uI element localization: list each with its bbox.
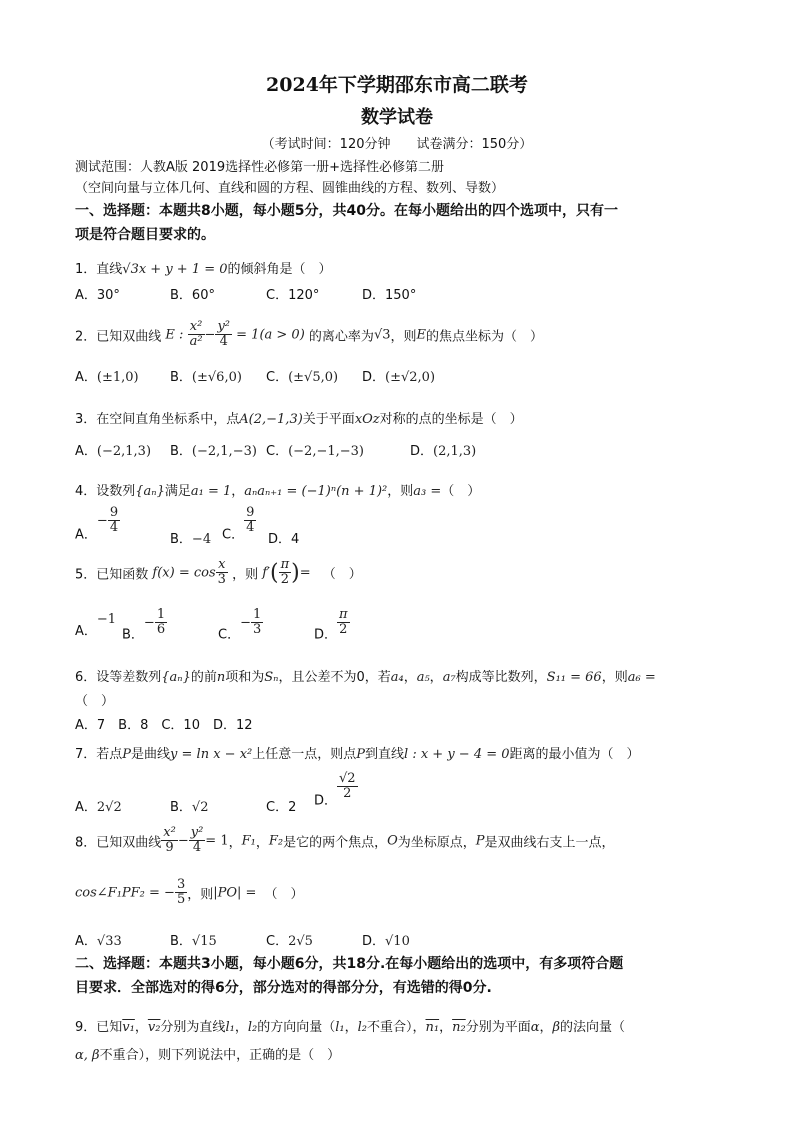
q5-option-a (75, 612, 116, 639)
q9-text-c: 不重合）， (366, 1020, 426, 1035)
q3-point: A(2,−1,3) (239, 412, 303, 427)
q5-value-c-sign: − (240, 615, 251, 631)
q8-option-a (75, 930, 122, 949)
q5-value-a: −1 (96, 612, 117, 627)
q3-plane: xOz (354, 412, 380, 427)
q4-text: 4．设数列 (75, 484, 136, 499)
q3-text-end: 对称的点的坐标是（ ） (379, 412, 523, 427)
q4-option-d: D．4 (268, 532, 300, 547)
q2-value-b: (±√6,0) (191, 370, 242, 385)
q3-option-c (266, 440, 364, 459)
q5-value-d-num: π (339, 607, 348, 622)
q4-recurrence: aₙaₙ₊₁ = (−1)ⁿ(n + 1)² (244, 484, 388, 499)
q8-y-fraction (189, 826, 206, 856)
q7-option-d (314, 772, 358, 808)
q9-vector-v1: v₁ (122, 1020, 135, 1035)
q2-text: 2．已知双曲线 (75, 329, 162, 345)
q4-value-a-sign: − (96, 513, 108, 529)
section2-heading-cont: 目要求．全部选对的得6分，部分选对的得部分分，有选错的得0分. (75, 980, 492, 996)
q8-text-d: ，则 (187, 887, 214, 903)
q6-text-d: 构成等比数列， (455, 670, 547, 685)
q2-x-den: a² (189, 334, 203, 350)
q5-text: 5．已知函数 (75, 567, 149, 583)
q5-value-c-num: 1 (252, 607, 262, 622)
q5-point-num: π (280, 557, 290, 572)
q4-value-b: −4 (191, 532, 212, 547)
q2-x-fraction (188, 320, 205, 350)
q7-text-end: 距离的最小值为（ ） (509, 747, 640, 762)
q7-text-c: 到直线 (365, 747, 405, 762)
q8-y-num: y² (190, 825, 204, 840)
q4-option-c (222, 506, 256, 542)
q7-text: 7．若点 (75, 747, 123, 762)
q9-text-a: 分别为直线 (160, 1020, 226, 1035)
q8-origin: O (387, 833, 398, 849)
q8-comma: ， (255, 835, 269, 851)
section1-heading: 一、选择题：本题共8小题，每小题5分，共40分。在每小题给出的四个选项中，只有一 (75, 203, 618, 219)
q9-plane-beta: β (552, 1020, 561, 1035)
q3-value-d: (2,1,3) (433, 444, 477, 459)
q6-s11: S₁₁ = 66 (546, 670, 602, 685)
q2-value-c: (±√5,0) (288, 370, 339, 385)
q1-option-c: C．120° (266, 288, 320, 303)
q4-text-mid2: ，则 (387, 484, 414, 499)
q2-label-a: A． (75, 370, 97, 385)
test-scope: 测试范围：人教A版 2019选择性必修第一册+选择性必修第二册 (75, 160, 445, 175)
q7-point: P (122, 747, 132, 762)
q6-text: 6．设等差数列 (75, 670, 162, 685)
q9-sep1: ， (134, 1020, 148, 1035)
q1-text-end: 的倾斜角是（ ） (227, 262, 332, 277)
q8-value-a: √33 (96, 934, 122, 949)
q1-option-a: A．30° (75, 288, 120, 303)
q5-point-den: 2 (280, 572, 289, 588)
q5-value-b-fraction (155, 608, 167, 638)
q4-initial: a₁ = 1 (190, 484, 232, 499)
q8-text: 8．已知双曲线 (75, 835, 162, 851)
q5-label-d: D． (314, 627, 338, 643)
q5-arg-num: x (216, 558, 228, 573)
q8-text-a: 是它的两个焦点， (283, 835, 388, 851)
q2-option-b (170, 366, 242, 385)
q2-y-den: 4 (219, 334, 228, 350)
q3-label-a: A． (75, 444, 97, 459)
section2-heading: 二、选择题：本题共3小题，每小题6分，共18分.在每小题给出的选项中，有多项符合题 (75, 956, 624, 972)
q2-text-mid: 的离心率为 (308, 329, 374, 345)
question-9 (75, 1016, 625, 1035)
q9-sep3: ， (344, 1020, 358, 1035)
q8-label-a: A． (75, 934, 97, 949)
q4-text-mid: 满足 (164, 484, 191, 499)
q3-option-d (410, 440, 476, 459)
q8-x-den: 9 (165, 840, 174, 856)
q4-value-c-num: 9 (246, 505, 255, 520)
q5-option-d (314, 608, 350, 642)
q9-line-l2-ref: l₂ (357, 1020, 367, 1035)
q8-value-b: √15 (191, 934, 217, 949)
q8-label-d: D． (362, 934, 386, 949)
question-7 (75, 743, 640, 762)
q2-option-c (266, 366, 338, 385)
q8-focus-1: F₁ (241, 833, 256, 849)
q3-label-b: B． (170, 444, 192, 459)
q8-y-den: 4 (192, 840, 202, 856)
q4-value-a-den: 4 (109, 520, 119, 536)
q6-sn: Sₙ (264, 670, 279, 685)
q5-function: f(x) = cos (152, 565, 216, 581)
q9-line-l1-ref: l₁ (335, 1020, 345, 1035)
q3-option-a (75, 440, 151, 459)
q9-text: 9．已知 (75, 1020, 123, 1035)
q8-target: |PO| = (213, 885, 257, 901)
q5-text-mid: ，则 (232, 567, 259, 583)
q8-x-num: x² (163, 825, 176, 840)
exam-info: （考试时间：120分钟 试卷满分：150分） (261, 137, 533, 152)
q7-label-b: B． (170, 800, 192, 815)
q9-sep5: ， (539, 1020, 553, 1035)
q8-cos-den: 5 (176, 892, 186, 908)
q4-sequence: {aₙ} (135, 484, 165, 499)
q4-label-c: C． (222, 527, 245, 543)
q1-expression: √3x + y + 1 = 0 (122, 262, 228, 277)
question-2: 2．已知双曲线 E : $\frac{\text{x²}}{\text{a²}}$ − $\frac{\text{y²}}{4}$ = 1(a > 0) 的离心率为√3，则E的焦点坐标为（ ） (75, 319, 544, 350)
q9-line-l1: l₁ (225, 1020, 235, 1035)
q5-value-c-fraction (251, 608, 263, 638)
q9-sep4: ， (439, 1020, 453, 1035)
q6-a4: a₄ (390, 670, 404, 685)
q3-value-a: (−2,1,3) (96, 444, 152, 459)
q3-text: 3．在空间直角坐标系中，点 (75, 412, 240, 427)
q6-sep2: ， (429, 670, 443, 685)
question-6 (75, 666, 656, 685)
q4-value-a-fraction (108, 506, 120, 536)
q7-option-a (75, 796, 122, 815)
q9-planes: α, β (75, 1048, 100, 1063)
q2-y-num: y² (217, 319, 231, 334)
q4-value-a-num: 9 (109, 505, 119, 520)
q8-value-c: 2√5 (288, 934, 313, 949)
q7-option-b (170, 796, 208, 815)
q6-options: A．7 B．8 C．10 D．12 (75, 718, 253, 733)
q2-label-c: C． (266, 370, 289, 385)
q4-option-b (170, 528, 211, 547)
q7-value-b: √2 (191, 800, 209, 815)
q8-label-b: B． (170, 934, 192, 949)
q8-cos-fraction (175, 878, 187, 908)
question-3 (75, 408, 523, 427)
q5-label-c: C． (218, 627, 241, 643)
q5-value-b-sign: − (143, 615, 155, 631)
q8-cosine: cos∠F₁PF₂ = − (75, 885, 175, 901)
question-1 (75, 258, 332, 277)
q5-value-d-fraction (337, 608, 350, 638)
q3-value-c: (−2,−1,−3) (288, 444, 364, 459)
q8-text-end: （ ） (264, 887, 304, 903)
q6-text-b: 项和为 (225, 670, 265, 685)
q6-text-end: （ ） (75, 694, 115, 709)
q2-eccentricity: √3 (373, 327, 391, 343)
q7-value-d-den: 2 (343, 786, 352, 802)
q5-text-end: （ ） (322, 567, 362, 583)
q4-option-a (75, 506, 120, 542)
q7-value-a: 2√2 (96, 800, 122, 815)
q6-target: a₆ = (627, 670, 656, 685)
q2-label-b: B． (170, 370, 192, 385)
q1-option-b: B．60° (170, 288, 215, 303)
q2-value-d: (±√2,0) (385, 370, 436, 385)
q6-sep1: ， (403, 670, 417, 685)
q6-n: n (216, 670, 226, 685)
exam-title: 2024年下学期邵东市高二联考 (266, 74, 528, 96)
q3-text-mid: 关于平面 (302, 412, 355, 427)
q2-option-d (362, 366, 435, 385)
q8-text-c: 是双曲线右支上一点， (484, 835, 615, 851)
q5-option-c (218, 608, 263, 642)
q2-curve-ref: E (416, 327, 427, 343)
q5-label-b: B． (122, 627, 144, 643)
q5-point-fraction (279, 558, 292, 588)
q2-value-a: (±1,0) (96, 370, 139, 385)
q7-point-ref: P (356, 747, 366, 762)
q2-x-num: x² (188, 320, 205, 335)
q9-text-e: 的法向量（ (560, 1020, 626, 1035)
q8-sep: ， (228, 835, 242, 851)
q7-curve: y = ln x − x² (170, 747, 253, 762)
q8-option-b (170, 930, 217, 949)
q9-text-b: 的方向向量（ (257, 1020, 336, 1035)
test-scope-detail: （空间向量与立体几何、直线和圆的方程、圆锥曲线的方程、数列、导数） (75, 181, 505, 196)
q1-text: 1．直线 (75, 262, 123, 277)
q4-value-c-den: 4 (246, 520, 255, 536)
q6-sequence: {aₙ} (161, 670, 191, 685)
q4-text-end: （ ） (441, 484, 481, 499)
q4-label-a: A． (75, 527, 97, 543)
section1-heading-cont: 项是符合题目要求的。 (75, 227, 215, 243)
q8-condition (75, 878, 303, 908)
q5-arg-fraction (216, 558, 228, 588)
q4-value-c-fraction (244, 506, 256, 536)
q6-text-e: ，则 (601, 670, 628, 685)
q3-label-c: C． (266, 444, 289, 459)
q9-text-d: 分别为平面 (465, 1020, 531, 1035)
q8-label-c: C． (266, 934, 289, 949)
q8-equals-one: = 1 (205, 833, 229, 849)
q8-x-fraction (161, 826, 178, 856)
q9-sep2: ， (234, 1020, 248, 1035)
q8-value-d: √10 (385, 934, 410, 949)
q8-option-d (362, 930, 410, 949)
q1-option-d: D．150° (362, 288, 417, 303)
q5-derivative: f′ (262, 565, 270, 581)
q2-text-end: 的焦点坐标为（ ） (426, 329, 544, 345)
question-8: 8．已知双曲线 $\frac{\text{x²}}{9}$ − $\frac{\text{y²}}{4}$ = 1，F₁，F₂是它的两个焦点，O为坐标原点，P是双曲线右支上一点， (75, 825, 615, 856)
q9-normal-n2: n₂ (452, 1020, 466, 1035)
q4-target: a₃ = (413, 484, 442, 499)
q5-label-a: A． (75, 624, 97, 639)
q8-option-c (266, 930, 313, 949)
q4-label-b: B． (170, 532, 192, 547)
q7-value-d-num: √2 (339, 771, 356, 786)
exam-subject: 数学试卷 (361, 107, 433, 128)
q3-label-d: D． (410, 444, 434, 459)
q9-normal-n1: n₁ (425, 1020, 440, 1035)
q5-arg-den: 3 (217, 572, 226, 588)
q7-text-a: 是曲线 (131, 747, 171, 762)
q6-text-a: 的前 (190, 670, 217, 685)
q2-label-d: D． (362, 370, 386, 385)
q2-text-mid2: ，则 (390, 329, 417, 345)
q9-text-end: 不重合），则下列说法中，正确的是（ ） (99, 1048, 341, 1063)
q5-equals: = (299, 565, 311, 581)
q6-text-c: ，且公差不为0，若 (278, 670, 391, 685)
q8-cos-num: 3 (176, 877, 186, 892)
question-5: 5．已知函数 f(x) = cos $\frac{x}{3}$ ，则 f′( $\frac{\pi}{2}$ )= （ ） (75, 557, 362, 588)
q9-vector-v2: v₂ (147, 1020, 161, 1035)
q7-option-c: C．2 (266, 800, 297, 815)
q5-option-b (122, 608, 167, 642)
q3-option-b (170, 440, 257, 459)
q6-a7: a₇ (442, 670, 456, 685)
q9-line-l2: l₂ (247, 1020, 258, 1035)
q7-label-a: A． (75, 800, 97, 815)
q7-text-b: 上任意一点，则点 (252, 747, 357, 762)
q8-point: P (475, 833, 485, 849)
q8-text-b: 为坐标原点， (397, 835, 476, 851)
q5-value-b-num: 1 (156, 607, 166, 622)
q3-value-b: (−2,1,−3) (191, 444, 257, 459)
q5-value-b-den: 6 (156, 622, 166, 638)
q7-value-d-fraction (337, 772, 358, 802)
q9-text-cont (75, 1044, 340, 1063)
q2-curve-name: E : (165, 327, 184, 343)
q2-option-a (75, 366, 139, 385)
q7-label-d: D． (314, 793, 338, 809)
q7-line: l : x + y − 4 = 0 (404, 747, 510, 762)
q2-y-fraction (215, 320, 232, 350)
q5-value-c-den: 3 (252, 622, 262, 638)
q9-plane-alpha: α (530, 1020, 540, 1035)
q8-focus-2: F₂ (268, 833, 284, 849)
q4-comma: ， (231, 484, 245, 499)
q6-a5: a₅ (416, 670, 430, 685)
question-4 (75, 480, 480, 499)
q2-equation-tail: = 1(a > 0) (236, 327, 305, 343)
q5-value-d-den: 2 (339, 622, 348, 638)
